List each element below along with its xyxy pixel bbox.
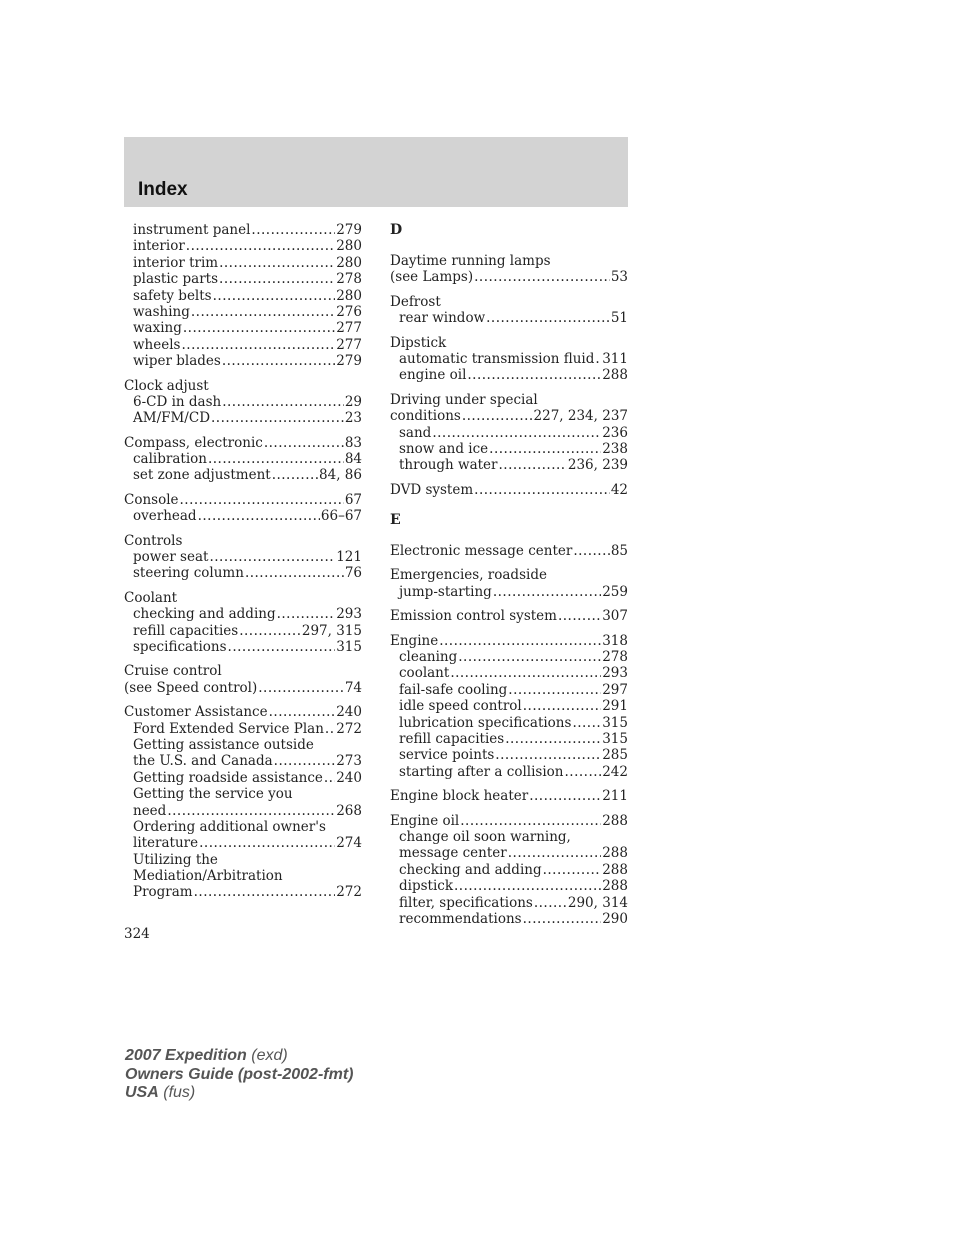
index-term-text: Controls — [124, 532, 183, 549]
dot-leader — [272, 467, 318, 483]
index-subentry — [124, 337, 362, 353]
section-letter: E — [390, 512, 401, 529]
dot-leader — [245, 565, 344, 581]
index-subentry — [390, 584, 628, 600]
index-term-text: Console — [124, 491, 179, 508]
index-term-text: specifications — [133, 638, 227, 655]
index-term-text: through water — [399, 457, 498, 474]
page-reference: 318 — [602, 632, 628, 649]
index-term-text: message center — [399, 845, 507, 862]
index-subentry — [124, 884, 362, 900]
index-subentry — [390, 895, 628, 911]
index-term-text: lubrication specifications — [399, 714, 572, 731]
index-term-text: Engine — [390, 632, 439, 649]
index-term-text: jump-starting — [399, 583, 492, 600]
index-subentry — [124, 304, 362, 320]
index-subentry — [124, 565, 362, 581]
page-reference: 238 — [602, 440, 628, 457]
index-term-text: instrument panel — [133, 222, 251, 238]
page-reference: 291 — [602, 698, 628, 715]
index-subentry — [390, 715, 628, 731]
index-term — [390, 335, 628, 351]
page-reference: 42 — [610, 481, 628, 498]
index-subentry — [124, 819, 362, 835]
footer-guide: Owners Guide (post-2002-fmt) — [125, 1065, 354, 1083]
page-reference: 288 — [602, 367, 628, 384]
page-reference: 240 — [336, 704, 362, 721]
page-reference: 272 — [336, 720, 362, 737]
index-term-text: calibration — [133, 451, 207, 468]
index-term — [390, 633, 628, 649]
dot-leader — [258, 680, 344, 696]
dot-leader — [269, 704, 336, 720]
index-term-text: interior trim — [133, 254, 219, 271]
index-term-text: wheels — [133, 336, 181, 353]
dot-leader — [543, 862, 602, 878]
dot-leader — [183, 320, 335, 336]
index-term-text: snow and ice — [399, 440, 489, 457]
index-term-text: Ordering additional owner's — [133, 818, 326, 835]
index-term-text: recommendations — [399, 910, 522, 927]
section-letter: D — [390, 222, 403, 238]
page-reference: 279 — [336, 222, 362, 238]
index-subentry — [390, 829, 628, 845]
index-term — [124, 590, 362, 606]
dot-leader — [186, 238, 335, 254]
index-subentry — [124, 639, 362, 655]
index-term-text: Program — [133, 884, 193, 901]
index-entry — [390, 813, 628, 928]
index-term-text: the U.S. and Canada — [133, 753, 273, 770]
footer-model-code: (exd) — [251, 1047, 288, 1064]
page-reference: 23 — [344, 410, 362, 427]
index-entry — [390, 392, 628, 474]
dot-leader — [474, 269, 610, 285]
index-term — [124, 435, 362, 451]
page-reference: 277 — [336, 320, 362, 337]
dot-leader — [595, 351, 601, 367]
index-entry — [124, 663, 362, 696]
index-subentry — [124, 868, 362, 884]
dot-leader — [209, 549, 335, 565]
index-term-text: service points — [399, 747, 495, 764]
footer-line-3 — [125, 1084, 353, 1103]
index-term-text: steering column — [133, 565, 244, 582]
dot-leader — [228, 639, 336, 655]
page-reference: 76 — [344, 565, 362, 582]
page-reference: 280 — [336, 254, 362, 271]
page-reference: 297, 315 — [301, 622, 362, 639]
index-entry — [124, 590, 362, 656]
page-reference: 84, 86 — [319, 467, 362, 484]
index-subentry — [124, 852, 362, 868]
index-entry — [390, 335, 628, 384]
index-term-text: waxing — [133, 320, 182, 337]
dot-leader — [558, 608, 601, 624]
index-term-text: Engine oil — [390, 812, 460, 829]
index-term-text: filter, specifications — [399, 894, 533, 911]
dot-leader — [474, 482, 610, 498]
index-entry — [124, 492, 362, 525]
dot-leader — [508, 682, 601, 698]
dot-leader — [219, 271, 335, 287]
dot-leader — [277, 606, 336, 622]
index-term-text: Engine block heater — [390, 788, 529, 805]
index-subentry — [390, 845, 628, 861]
footer-model: 2007 Expedition — [125, 1047, 247, 1064]
index-subentry — [390, 310, 628, 326]
index-term-text: washing — [133, 303, 190, 320]
page-reference: 277 — [336, 336, 362, 353]
dot-leader — [572, 715, 601, 731]
page-number: 324 — [124, 926, 150, 942]
index-term-text: power seat — [133, 549, 209, 566]
dot-leader — [529, 788, 601, 804]
index-term-text: Emission control system — [390, 608, 557, 625]
index-subentry — [124, 451, 362, 467]
page-reference: 29 — [344, 393, 362, 410]
index-entry — [390, 788, 628, 804]
footer — [125, 1047, 353, 1103]
index-subentry — [124, 803, 362, 819]
index-term-text: fail-safe cooling — [399, 681, 508, 698]
index-subentry — [124, 410, 362, 426]
page-reference: 227, 234, 237 — [533, 408, 628, 425]
index-term — [124, 704, 362, 720]
index-subentry — [390, 441, 628, 457]
index-term — [124, 378, 362, 394]
page-title: Index — [138, 179, 188, 200]
index-term-text: need — [133, 802, 167, 819]
index-term-text: starting after a collision — [399, 763, 564, 780]
index-subentry — [124, 753, 362, 769]
dot-leader — [211, 410, 344, 426]
index-term-text: Utilizing the — [133, 851, 218, 868]
dot-leader — [274, 753, 336, 769]
dot-leader — [219, 255, 335, 271]
dot-leader — [198, 508, 320, 524]
index-subentry — [124, 288, 362, 304]
dot-leader — [439, 633, 601, 649]
index-term — [390, 567, 628, 583]
dot-leader — [486, 310, 610, 326]
dot-leader — [199, 835, 335, 851]
page-reference: 53 — [610, 269, 628, 286]
index-subentry — [390, 457, 628, 473]
page-reference: 274 — [336, 835, 362, 852]
dot-leader — [191, 304, 335, 320]
dot-leader — [167, 803, 335, 819]
page-reference: 242 — [602, 763, 628, 780]
dot-leader — [462, 408, 533, 424]
header-band — [124, 137, 628, 207]
page-reference: 278 — [602, 649, 628, 666]
index-term-text: Clock adjust — [124, 377, 209, 394]
page-reference: 311 — [602, 350, 628, 367]
page-reference: 288 — [602, 845, 628, 862]
dot-leader — [264, 435, 344, 451]
dot-leader — [505, 731, 601, 747]
dot-leader — [450, 665, 601, 681]
index-term-text: Getting the service you — [133, 786, 293, 803]
page-reference: 279 — [336, 353, 362, 370]
index-subentry — [390, 731, 628, 747]
index-term-text: Coolant — [124, 589, 178, 606]
index-term-text: sand — [399, 424, 432, 441]
index-term-text: literature — [133, 835, 199, 852]
index-subentry — [390, 862, 628, 878]
dot-leader — [239, 623, 301, 639]
index-subentry — [124, 549, 362, 565]
dot-leader — [458, 649, 601, 665]
index-subentry — [124, 353, 362, 369]
index-term-text: engine oil — [399, 367, 467, 384]
page-reference: 259 — [602, 583, 628, 600]
index-term-text: rear window — [399, 310, 486, 327]
index-term-text: Customer Assistance — [124, 704, 268, 721]
index-subentry — [390, 367, 628, 383]
index-term-text: refill capacities — [399, 730, 505, 747]
dot-leader — [251, 222, 335, 238]
dot-leader — [181, 337, 335, 353]
index-term-text: Ford Extended Service Plan — [133, 720, 324, 737]
index-subentry — [124, 467, 362, 483]
page-reference: 240 — [336, 769, 362, 786]
index-term-text: cleaning — [399, 649, 458, 666]
index-subentry — [390, 911, 628, 927]
index-term-text: (see Lamps) — [390, 269, 474, 286]
index-subentry — [124, 508, 362, 524]
index-term — [390, 482, 628, 498]
index-subentry — [390, 425, 628, 441]
index-term-text: change oil soon warning, — [399, 828, 571, 845]
index-term — [124, 492, 362, 508]
page-reference: 67 — [344, 491, 362, 508]
index-entry — [124, 435, 362, 484]
index-subentry — [124, 222, 362, 238]
page-reference: 74 — [344, 679, 362, 696]
page-reference: 288 — [602, 861, 628, 878]
index-term — [124, 680, 362, 696]
footer-market-code: (fus) — [163, 1084, 196, 1101]
index-subentry — [124, 394, 362, 410]
index-entry — [390, 294, 628, 327]
index-entry — [390, 543, 628, 559]
page-reference: 121 — [336, 549, 362, 566]
index-term-text: safety belts — [133, 287, 212, 304]
index-term-text: (see Speed control) — [124, 679, 258, 696]
page-reference: 280 — [336, 238, 362, 255]
index-subentry — [390, 351, 628, 367]
index-subentry — [124, 271, 362, 287]
page-reference: 307 — [602, 608, 628, 625]
index-term-text: wiper blades — [133, 353, 221, 370]
index-term — [390, 294, 628, 310]
index-term-text: dipstick — [399, 878, 454, 895]
index-term — [390, 608, 628, 624]
index-subentry — [390, 682, 628, 698]
page-reference: 211 — [602, 788, 628, 805]
index-entry — [390, 608, 628, 624]
index-term-text: Electronic message center — [390, 543, 573, 560]
page-reference: 293 — [602, 665, 628, 682]
index-term-text: automatic transmission fluid — [399, 350, 595, 367]
page-reference: 276 — [336, 303, 362, 320]
index-entry — [390, 633, 628, 781]
index-term-text: Driving under special — [390, 391, 538, 408]
index-term-text: Dipstick — [390, 334, 447, 351]
dot-leader — [508, 845, 601, 861]
index-term-text: Daytime running lamps — [390, 253, 551, 269]
page-reference: 236 — [602, 424, 628, 441]
index-term — [390, 269, 628, 285]
page-reference: 293 — [336, 606, 362, 623]
index-term — [390, 788, 628, 804]
page-reference: 290, 314 — [567, 894, 628, 911]
index-term-text: idle speed control — [399, 698, 522, 715]
dot-leader — [564, 764, 601, 780]
index-term-text: checking and adding — [133, 606, 276, 623]
index-term-text: DVD system — [390, 481, 474, 498]
index-subentry — [124, 238, 362, 254]
page-reference: 273 — [336, 753, 362, 770]
index-term-text: checking and adding — [399, 861, 542, 878]
index-entry — [124, 533, 362, 582]
index-term-text: conditions — [390, 408, 461, 425]
page-reference: 84 — [344, 451, 362, 468]
index-term-text: set zone adjustment — [133, 467, 271, 484]
index-subentry — [124, 623, 362, 639]
page-reference: 285 — [602, 747, 628, 764]
index-term — [390, 813, 628, 829]
footer-market: USA — [125, 1084, 159, 1101]
index-term-text: Getting roadside assistance — [133, 769, 323, 786]
page-reference: 315 — [602, 730, 628, 747]
dot-leader — [432, 425, 601, 441]
index-term-text: Compass, electronic — [124, 434, 263, 451]
index-subentry — [390, 649, 628, 665]
footer-line-1 — [125, 1047, 353, 1066]
index-term-text: refill capacities — [133, 622, 239, 639]
index-entry — [124, 222, 362, 370]
dot-leader — [573, 543, 609, 559]
dot-leader — [180, 492, 344, 508]
page-reference: 288 — [602, 812, 628, 829]
dot-leader — [460, 813, 601, 829]
index-subentry — [124, 770, 362, 786]
dot-leader — [325, 721, 335, 737]
index-entry — [390, 253, 628, 286]
index-term-text: 6-CD in dash — [133, 393, 222, 410]
dot-leader — [194, 884, 336, 900]
index-subentry — [124, 721, 362, 737]
index-subentry — [124, 606, 362, 622]
index-term-text: overhead — [133, 508, 197, 525]
index-subentry — [124, 786, 362, 802]
index-column-right — [390, 222, 628, 935]
index-term-text: AM/FM/CD — [133, 410, 211, 427]
dot-leader — [534, 895, 567, 911]
page-reference: 83 — [344, 434, 362, 451]
dot-leader — [222, 353, 335, 369]
page-reference: 278 — [336, 271, 362, 288]
page-reference: 66–67 — [320, 508, 362, 525]
index-term-text: Defrost — [390, 293, 441, 310]
index-column-left — [124, 222, 362, 909]
page-reference: 288 — [602, 878, 628, 895]
index-term — [124, 533, 362, 549]
page-reference: 51 — [610, 310, 628, 327]
index-term — [390, 253, 628, 269]
page-reference: 280 — [336, 287, 362, 304]
index-term-text: plastic parts — [133, 271, 219, 288]
index-term — [390, 543, 628, 559]
index-term-text: interior — [133, 238, 185, 255]
index-subentry — [390, 878, 628, 894]
page-reference: 85 — [610, 543, 628, 560]
dot-leader — [523, 911, 602, 927]
index-subentry — [390, 665, 628, 681]
index-term — [124, 663, 362, 679]
dot-leader — [489, 441, 601, 457]
index-subentry — [124, 835, 362, 851]
page-reference: 315 — [602, 714, 628, 731]
index-entry — [390, 482, 628, 498]
index-term — [390, 408, 628, 424]
index-entry — [390, 567, 628, 600]
dot-leader — [222, 394, 344, 410]
index-term-text: Cruise control — [124, 663, 222, 680]
index-subentry — [390, 747, 628, 763]
dot-leader — [493, 584, 601, 600]
page-reference: 297 — [602, 681, 628, 698]
page-reference: 272 — [336, 884, 362, 901]
dot-leader — [324, 770, 335, 786]
index-term-text: Emergencies, roadside — [390, 567, 547, 584]
dot-leader — [467, 367, 601, 383]
dot-leader — [454, 878, 601, 894]
page-reference: 236, 239 — [567, 457, 628, 474]
page-reference: 290 — [602, 910, 628, 927]
index-subentry — [124, 255, 362, 271]
dot-leader — [523, 698, 601, 714]
index-subentry — [390, 698, 628, 714]
dot-leader — [213, 288, 336, 304]
index-entry — [124, 704, 362, 901]
page-reference: 268 — [336, 802, 362, 819]
index-term — [390, 392, 628, 408]
index-term-text: Mediation/Arbitration — [133, 868, 283, 885]
dot-leader — [499, 457, 567, 473]
index-entry — [124, 378, 362, 427]
footer-line-2 — [125, 1066, 353, 1085]
dot-leader — [208, 451, 344, 467]
index-term-text: Getting assistance outside — [133, 736, 314, 753]
index-subentry — [124, 737, 362, 753]
index-subentry — [124, 320, 362, 336]
page-reference: 315 — [336, 638, 362, 655]
dot-leader — [495, 747, 601, 763]
index-subentry — [390, 764, 628, 780]
index-term-text: coolant — [399, 665, 450, 682]
